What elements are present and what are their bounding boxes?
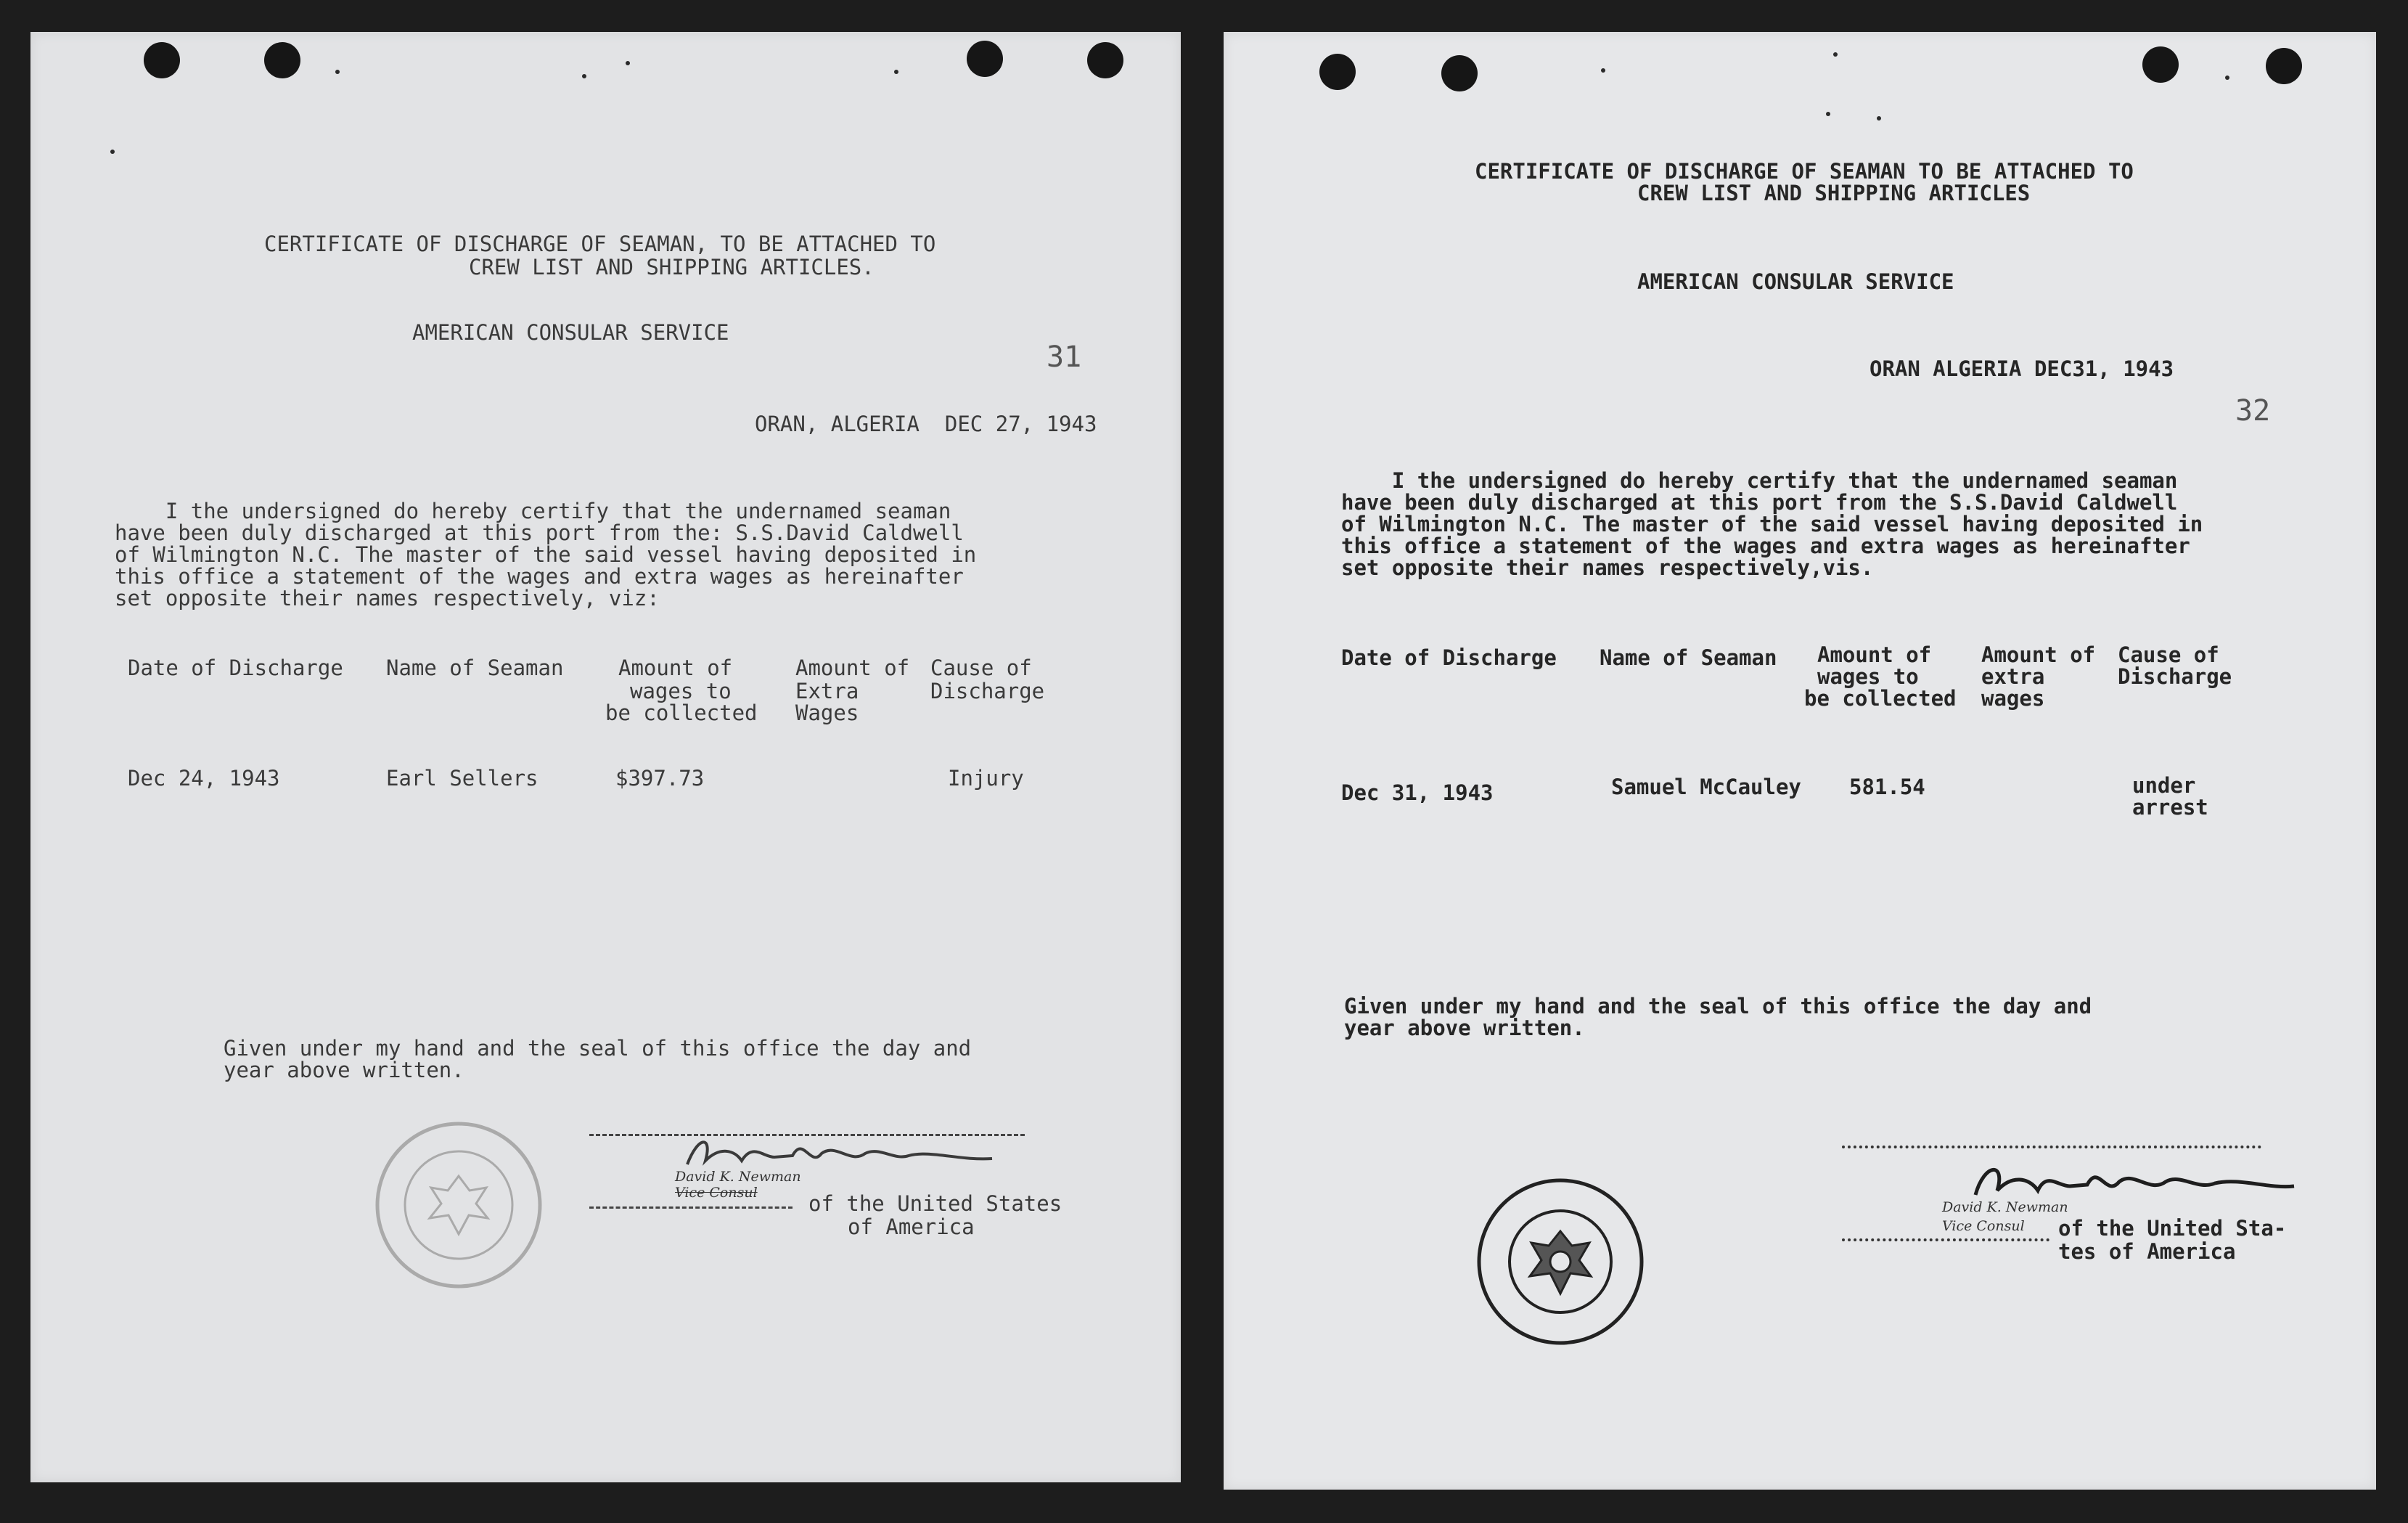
header-name: Name of Seaman [386,656,564,680]
header-wages: wages to [1817,664,1919,689]
office-text: tes of America [2058,1239,2236,1264]
document-subtitle: CREW LIST AND SHIPPING ARTICLES [1637,181,2031,205]
speck [894,70,898,74]
body-line: set opposite their names respectively,vis. [1341,555,1874,580]
row-name: Samuel McCauley [1611,775,1801,799]
signer-title: Vice Consul [1942,1218,2025,1234]
header-wages: wages to [630,679,732,703]
speck [582,74,586,78]
service-name: AMERICAN CONSULAR SERVICE [1637,269,1954,294]
office-text: of the United States [808,1191,1062,1216]
body-line: set opposite their names respectively, viz: [115,586,660,611]
header-extra: Amount of [1981,642,2096,667]
body-line: this office a statement of the wages and extra wages as hereinafter [1341,534,2190,558]
header-wages: be collected [605,701,758,725]
header-cause: Discharge [930,679,1045,703]
speck [1877,116,1881,121]
signer-title: Vice Consul [675,1185,758,1201]
speck [335,70,340,74]
row-wages: 581.54 [1849,775,1925,799]
header-date: Date of Discharge [1341,645,1557,670]
row-cause: arrest [2132,795,2208,820]
office-text: of America [848,1214,975,1239]
punch-hole [2142,46,2179,83]
header-cause: Discharge [2118,664,2232,689]
header-wages: be collected [1804,686,1957,711]
consulate-seal [372,1118,546,1292]
body-line: have been duly discharged at this port from the S.S.David Caldwell [1341,490,2178,515]
header-cause: Cause of [930,656,1032,680]
document-title: CERTIFICATE OF DISCHARGE OF SEAMAN, TO BE ATTACHED TO [264,232,936,256]
document-subtitle: CREW LIST AND SHIPPING ARTICLES. [469,255,875,279]
speck [1601,68,1605,73]
document-page-right [1224,32,2376,1490]
page-number: 32 [2235,394,2271,428]
header-cause: Cause of [2118,642,2219,667]
punch-hole [144,42,180,78]
page-number: 31 [1047,340,1082,374]
speck [1826,112,1830,116]
row-date: Dec 31, 1943 [1341,780,1494,805]
body-line: of Wilmington N.C. The master of the said vessel having deposited in [1341,512,2203,536]
row-wages: $397.73 [615,766,705,791]
closing-line: Given under my hand and the seal of this office the day and [1344,994,2092,1018]
punch-hole [2266,48,2302,84]
body-line: have been duly discharged at this port from the: S.S.David Caldwell [115,520,964,545]
header-extra: extra [1981,664,2045,689]
body-line: of Wilmington N.C. The master of the said vessel having deposited in [115,542,977,567]
header-date: Date of Discharge [128,656,343,680]
punch-hole [1087,42,1123,78]
body-line: I the undersigned do hereby certify that the undernamed seaman [1341,468,2178,493]
header-extra: Extra [795,679,859,703]
service-name: AMERICAN CONSULAR SERVICE [412,320,729,345]
office-line [589,1206,793,1209]
body-line: this office a statement of the wages and extra wages as hereinafter [115,564,964,589]
speck [626,61,630,65]
punch-hole [967,41,1003,77]
speck [1833,52,1838,57]
header-extra: Amount of [795,656,910,680]
signer-name: David K. Newman [1942,1199,2068,1215]
closing-line: year above written. [1344,1016,1585,1040]
speck [110,150,115,154]
punch-hole [264,42,300,78]
header-wages: Amount of [618,656,733,680]
header-extra: wages [1981,686,2045,711]
row-date: Dec 24, 1943 [128,766,280,791]
row-name: Earl Sellers [386,766,538,791]
header-name: Name of Seaman [1600,645,1777,670]
closing-line: Given under my hand and the seal of this office the day and [224,1036,972,1061]
office-text: of the United Sta- [2058,1216,2287,1241]
signature-line [1842,1146,2261,1148]
place-date: ORAN, ALGERIA DEC 27, 1943 [755,412,1097,436]
office-line [1842,1238,2049,1241]
punch-hole [1441,55,1478,91]
body-line: I the undersigned do hereby certify that the undernamed seaman [115,499,951,523]
punch-hole [1319,54,1356,90]
row-cause: under [2132,773,2196,798]
consulate-seal [1473,1175,1647,1349]
header-wages: Amount of [1817,642,1932,667]
document-page-left [30,32,1181,1482]
closing-line: year above written. [224,1058,464,1082]
signer-name: David K. Newman [675,1169,801,1185]
speck [2225,75,2229,80]
place-date: ORAN ALGERIA DEC31, 1943 [1870,356,2174,381]
document-title: CERTIFICATE OF DISCHARGE OF SEAMAN TO BE ATTACHED TO [1475,159,2134,184]
header-extra: Wages [795,701,859,725]
row-cause: Injury [948,766,1024,791]
